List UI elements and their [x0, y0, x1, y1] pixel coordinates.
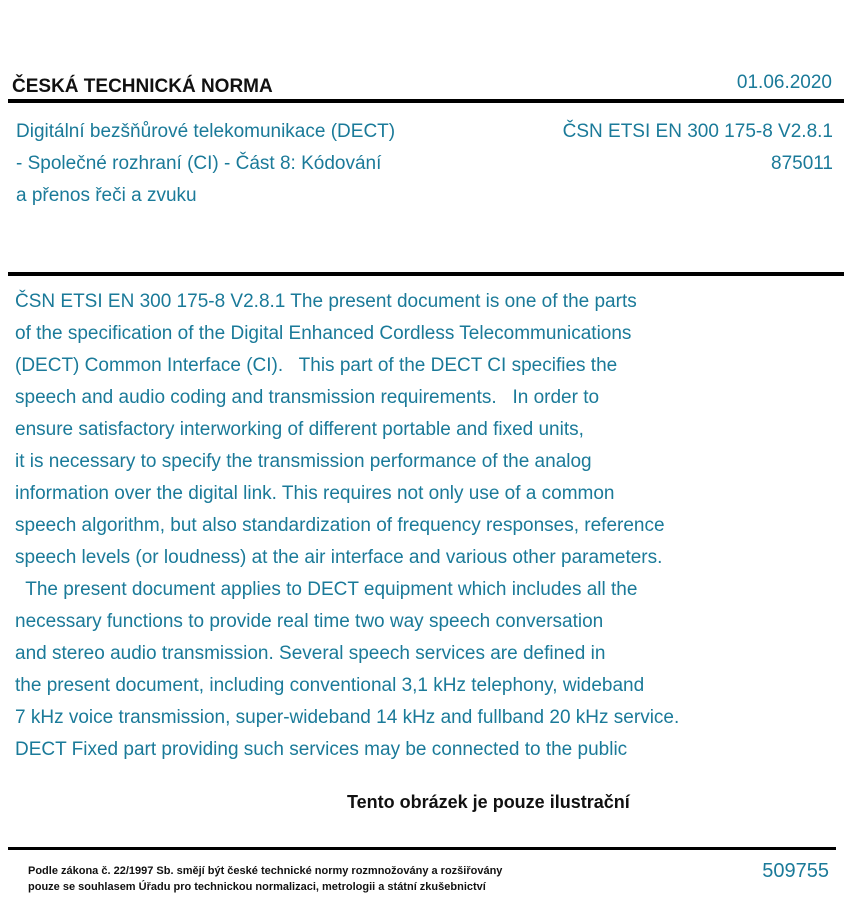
abstract-line: necessary functions to provide real time two way speech conversation: [15, 611, 604, 632]
publication-date: 01.06.2020: [736, 72, 832, 93]
abstract-line: ensure satisfactory interworking of different portable and fixed units,: [15, 419, 584, 440]
abstract-line: speech and audio coding and transmission requirements. In order to: [15, 387, 600, 408]
abstract-line: 7 kHz voice transmission, super-wideband 14 kHz and fullband 20 kHz service.: [15, 707, 680, 728]
standard-title-line: Digitální bezšňůrové telekomunikace (DECT): [16, 121, 396, 142]
top-divider: [8, 99, 844, 103]
abstract-line: information over the digital link. This requires not only use of a common: [15, 483, 615, 504]
legal-notice-line: pouze se souhlasem Úřadu pro technickou normalizaci, metrologii a státní zkušebnictví: [28, 881, 486, 893]
bottom-divider: [8, 847, 836, 850]
abstract-line: speech levels (or loudness) at the air interface and various other parameters.: [15, 547, 663, 568]
abstract-line: the present document, including conventional 3,1 kHz telephony, wideband: [15, 675, 645, 696]
abstract-line: ČSN ETSI EN 300 175-8 V2.8.1 The present document is one of the parts: [15, 291, 637, 312]
legal-notice-line: Podle zákona č. 22/1997 Sb. smějí být české technické normy rozmnožovány a rozšiřovány: [28, 865, 503, 877]
abstract-line: of the specification of the Digital Enhanced Cordless Telecommunications: [15, 323, 632, 344]
classification-code: 875011: [771, 153, 833, 174]
abstract-line: and stereo audio transmission. Several speech services are defined in: [15, 643, 606, 664]
standard-number: ČSN ETSI EN 300 175-8 V2.8.1: [562, 121, 833, 142]
norm-heading: ČESKÁ TECHNICKÁ NORMA: [12, 76, 273, 97]
abstract-line: speech algorithm, but also standardization of frequency responses, reference: [15, 515, 665, 536]
standard-title-line: - Společné rozhraní (CI) - Část 8: Kódování: [16, 153, 382, 174]
standard-title: [16, 116, 496, 212]
abstract-line: it is necessary to specify the transmission performance of the analog: [15, 451, 592, 472]
abstract-line: The present document applies to DECT equipment which includes all the: [15, 579, 638, 600]
middle-divider: [8, 272, 844, 276]
catalog-number: 509755: [762, 860, 829, 882]
abstract-line: DECT Fixed part providing such services may be connected to the public: [15, 739, 628, 760]
standard-title-line: a přenos řeči a zvuku: [16, 185, 197, 206]
abstract-line: (DECT) Common Interface (CI). This part of the DECT CI specifies the: [15, 355, 618, 376]
abstract-text: [15, 286, 815, 766]
legal-notice: [28, 863, 588, 895]
illustration-note: Tento obrázek je pouze ilustrační: [347, 792, 630, 812]
